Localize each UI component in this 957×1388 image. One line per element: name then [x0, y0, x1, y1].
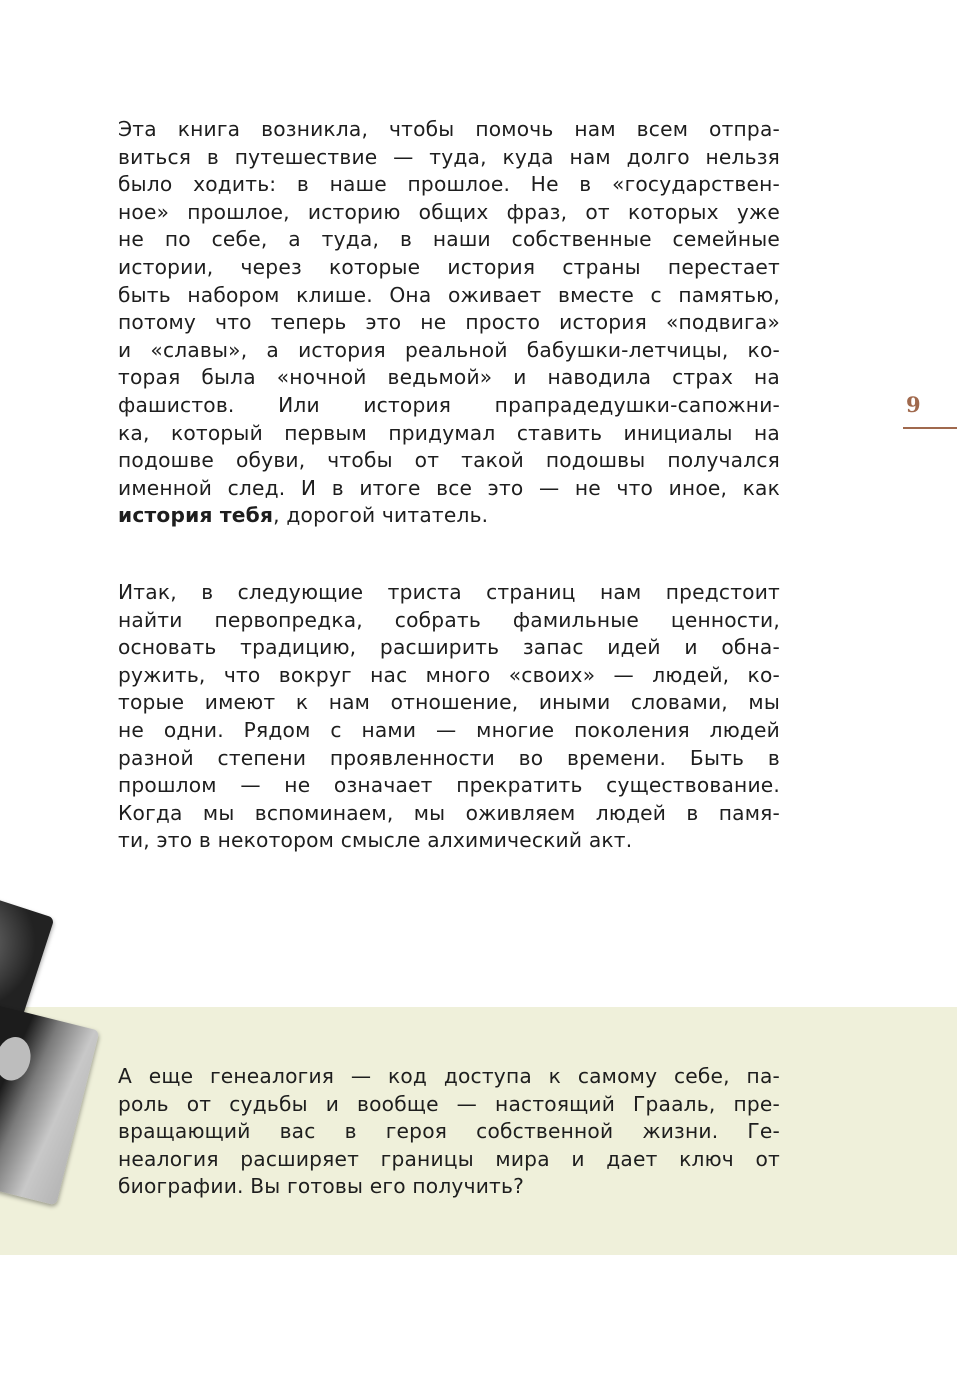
page-number: 9 — [906, 392, 921, 417]
text-line: не по себе, а туда, в наши собственные семейные — [118, 227, 780, 252]
page-number-rule — [903, 427, 957, 429]
text-line: не одни. Рядом с нами — многие поколения людей — [118, 717, 780, 742]
text-line: неалогия расширяет границы мира и дает ключ от — [118, 1146, 780, 1171]
paragraph-highlight — [118, 1063, 780, 1201]
text-line: биографии. Вы готовы его получить? — [118, 1174, 524, 1199]
text-line: ружить, что вокруг нас много «своих» — людей, ко- — [118, 662, 780, 687]
text-line: подошве обуви, чтобы от такой подошвы получался — [118, 448, 780, 473]
text-line: быть набором клише. Она оживает вместе с памятью, — [118, 282, 780, 307]
text-line: истории, через которые история страны перестает — [118, 254, 780, 279]
text-line: Итак, в следующие триста страниц нам предстоит — [118, 580, 780, 604]
text-line: виться в путешествие — туда, куда нам долго нельзя — [118, 144, 780, 169]
text-line: торая была «ночной ведьмой» и наводила страх на — [118, 365, 780, 390]
text-segment: , дорогой читатель. — [273, 503, 489, 528]
text-line: А еще генеалогия — код доступа к самому себе, па- — [118, 1064, 780, 1088]
text-line: было ходить: в наше прошлое. Не в «государствен- — [118, 172, 780, 197]
text-line: ное» прошлое, историю общих фраз, от которых уже — [118, 199, 780, 224]
paragraph-intro — [118, 116, 780, 530]
text-line: фашистов. Или история прапрадедушки-сапожни- — [118, 392, 780, 417]
text-line: ка, который первым придумал ставить инициалы на — [118, 420, 780, 445]
text-line: основать традицию, расширить запас идей и обна- — [118, 635, 780, 660]
text-line: роль от судьбы и вообще — настоящий Грааль, пре- — [118, 1091, 780, 1116]
text-line: и «славы», а история реальной бабушки-летчицы, ко- — [118, 337, 780, 362]
text-line: Эта книга возникла, чтобы помочь нам всем отпра- — [118, 117, 780, 141]
text-line: прошлом — не означает прекратить существование. — [118, 773, 780, 798]
text-line: разной степени проявленности во времени. Быть в — [118, 745, 780, 770]
paragraph-plan — [118, 579, 780, 855]
text-line: ти, это в некотором смысле алхимический акт. — [118, 828, 633, 853]
bold-phrase: история тебя — [118, 503, 274, 528]
vintage-photo-portrait — [0, 887, 55, 1023]
text-line: найти первопредка, собрать фамильные ценности, — [118, 607, 780, 632]
text-line — [118, 502, 780, 530]
text-line: потому что теперь это не просто история «подвига» — [118, 310, 780, 335]
text-line: торые имеют к нам отношение, иными словами, мы — [118, 690, 780, 715]
text-line: именной след. И в итоге все это — не что иное, как — [118, 475, 780, 500]
text-line: Когда мы вспоминаем, мы оживляем людей в памя- — [118, 800, 780, 825]
text-line: вращающий вас в героя собственной жизни. Ге- — [118, 1119, 780, 1144]
